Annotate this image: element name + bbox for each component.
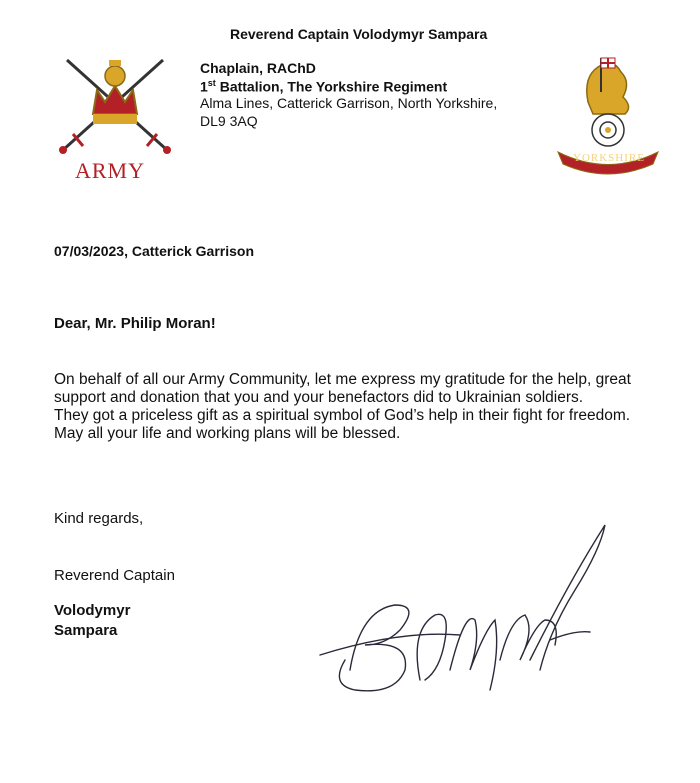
signature-name-first: Volodymyr (54, 602, 131, 619)
address-line-2: DL9 3AQ (200, 113, 258, 129)
signature-title: Reverend Captain (54, 567, 175, 584)
role-line: Chaplain, RAChD (200, 60, 316, 76)
sender-name: Reverend Captain Volodymyr Sampara (230, 26, 488, 42)
unit-number: 1 (200, 78, 208, 95)
letter-date: 07/03/2023, Catterick Garrison (54, 243, 255, 259)
closing: Kind regards, (54, 510, 144, 527)
salutation: Dear, Mr. Philip Moran! (54, 315, 216, 332)
unit-line (200, 78, 447, 95)
body-paragraph: On behalf of all our Army Community, let me express my gratitude for the help, great support and donation that you and your benefactors did to Ukrainian soldiers. (54, 371, 631, 406)
army-crest-icon (45, 52, 185, 162)
yorkshire-logo-text: YORKSHIRE (573, 152, 645, 164)
signature-name-last: Sampara (54, 622, 118, 639)
unit-name: Battalion, The Yorkshire Regiment (215, 78, 448, 95)
army-logo-text: ARMY (75, 158, 146, 183)
body-paragraph: They got a priceless gift as a spiritual symbol of God’s help in their fight for freedom. (54, 407, 631, 424)
letter-body (54, 371, 654, 443)
handwritten-signature (300, 520, 620, 720)
unit-ordinal: st (207, 78, 216, 88)
address-line-1: Alma Lines, Catterick Garrison, North Yorkshire, (200, 95, 498, 111)
body-paragraph: May all your life and working plans will be blessed. (54, 425, 401, 442)
